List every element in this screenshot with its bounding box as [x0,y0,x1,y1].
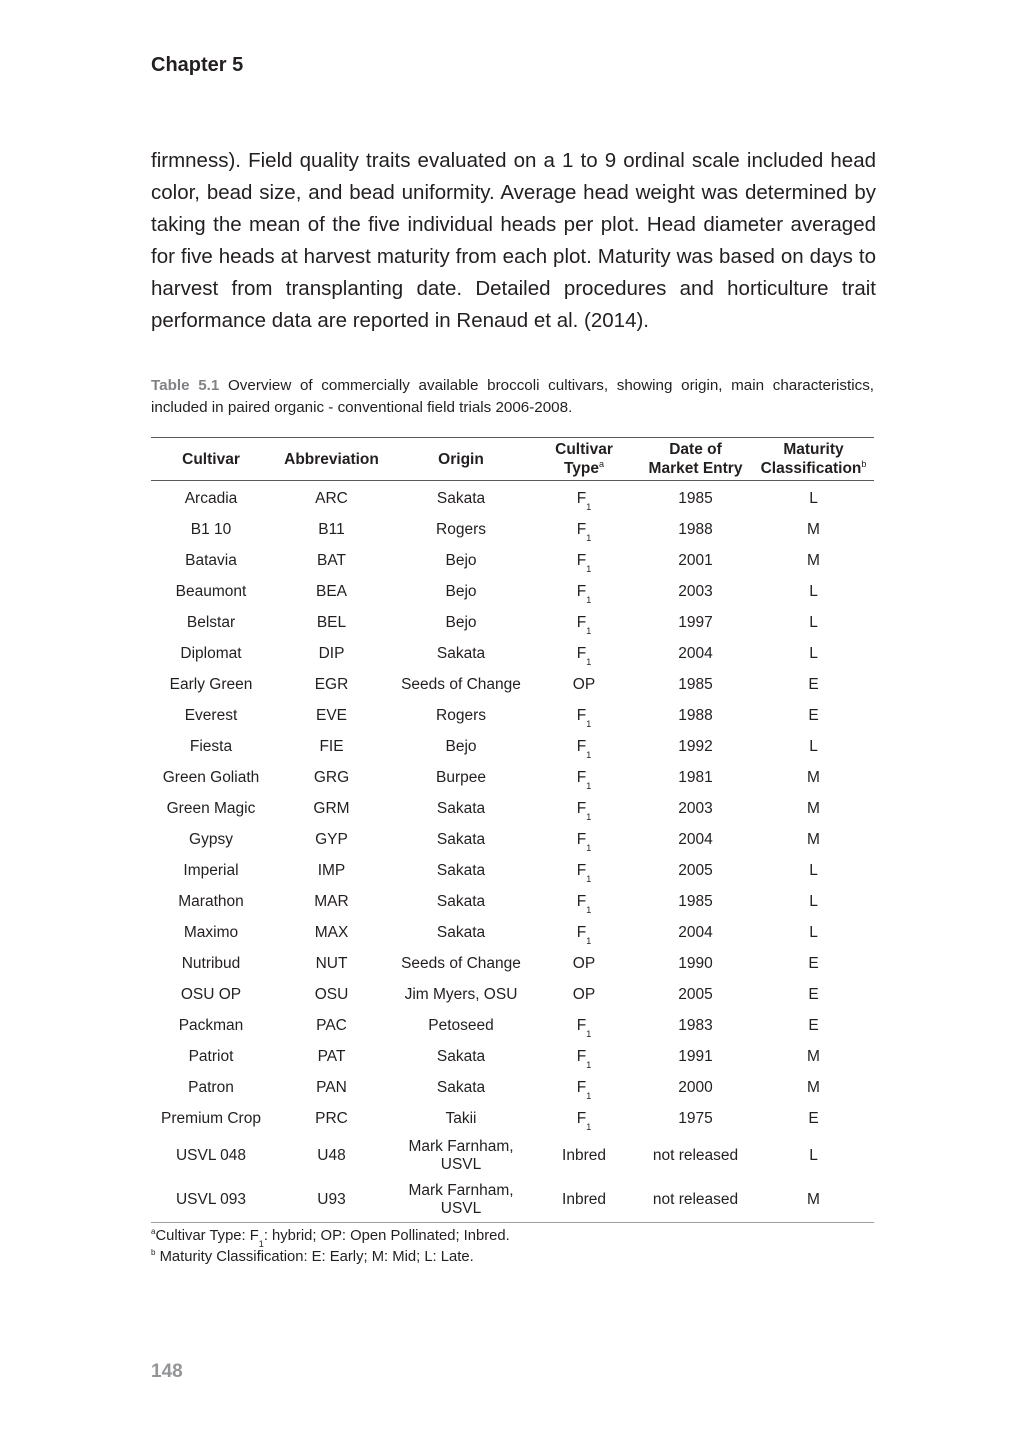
cell-type-text: F [576,830,587,848]
cell-cultivar: B1 10 [190,520,232,538]
footnote-a-post: : hybrid; OP: Open Pollinated; Inbred. [263,1228,510,1244]
chapter-heading: Chapter 5 [151,54,244,76]
cell-type-text: OP [572,675,596,693]
cell-abbreviation: GRM [313,799,350,817]
footnote-marker-b: b [861,458,867,469]
cell-market-entry: 2004 [678,644,713,662]
footnote-a-pre: Cultivar Type: F [155,1228,259,1244]
cell-type-subscript: 1 [586,1121,592,1132]
cell-origin-line1: Mark Farnham, [408,1138,514,1155]
table-row [151,514,874,545]
cell-abbreviation: U93 [271,1178,392,1223]
footnote-b [151,1247,510,1268]
table-row [151,638,874,669]
cell-cultivar: Beaumont [175,582,247,600]
footnote-a-sub: 1 [258,1238,264,1249]
cell-abbreviation: B11 [318,520,345,538]
cell-market-entry: 2001 [678,551,713,569]
cell-maturity: L [809,613,818,631]
cell-maturity: L [809,923,818,941]
table-row [151,886,874,917]
cell-type-subscript: 1 [586,842,592,853]
col-header-abbreviation: Abbreviation [271,438,392,481]
cell-abbreviation: MAR [314,892,349,910]
cell-abbreviation: MAX [314,923,349,941]
cell-origin-line1: Jim Myers, OSU [404,985,518,1003]
cell-origin-line1: Mark Farnham, [408,1182,514,1199]
cell-abbreviation: GRG [313,768,350,786]
col-header-cultivar-type [530,438,638,481]
cell-cultivar-type [530,514,638,545]
cell-origin [392,669,530,700]
cell-maturity: L [809,644,818,662]
cell-origin-line1: Sakata [436,489,486,507]
table-row [151,979,874,1010]
cell-type-text: F [576,706,587,724]
cell-type-text: Inbred [562,1147,606,1164]
cell-type-text: F [576,861,587,879]
cell-origin [392,700,530,731]
cell-origin [392,824,530,855]
table-row [151,1072,874,1103]
cell-market-entry: 1990 [678,954,713,972]
cell-origin-line2: USVL [440,1200,482,1217]
cell-maturity: E [808,706,819,724]
cell-abbreviation: BAT [317,551,346,569]
table-row [151,762,874,793]
cell-abbreviation: EGR [314,675,349,693]
cell-origin-line1: Bejo [445,737,477,755]
cell-cultivar: Fiesta [189,737,233,755]
cell-origin-line1: Rogers [436,706,486,724]
cell-cultivar: Green Goliath [162,768,260,786]
cell-cultivar: Maximo [183,923,239,941]
cell-market-entry: 1985 [678,489,713,507]
cell-cultivar: USVL 048 [175,1147,247,1164]
cell-abbreviation: OSU [314,985,349,1003]
cell-cultivar-type [530,545,638,576]
table-caption-label: Table 5.1 [151,377,220,394]
cell-maturity: L [809,861,818,879]
cell-type-subscript: 1 [586,532,592,543]
cell-origin [392,576,530,607]
cell-market-entry: 1985 [678,675,713,693]
cell-cultivar: Belstar [186,613,236,631]
cell-maturity: M [807,1047,820,1065]
cell-cultivar: Green Magic [166,799,256,817]
table-row [151,731,874,762]
table-row [151,1010,874,1041]
cell-origin-line1: Sakata [436,923,486,941]
table-row [151,1041,874,1072]
cell-market-entry: not released [652,1147,739,1164]
cell-market-entry: 2004 [678,923,713,941]
table-row [151,700,874,731]
footnote-a [151,1226,510,1247]
cell-maturity: L [809,582,818,600]
cell-type-subscript: 1 [586,1028,592,1039]
cell-cultivar: Imperial [183,861,239,879]
cell-cultivar: Gypsy [189,830,233,848]
cell-type-subscript: 1 [586,1090,592,1101]
cell-origin-line1: Sakata [436,1047,486,1065]
table-caption-text: Overview of commercially available broccoli cultivars, showing origin, main characteristics, included in paired organic - conventional field trials 2006-2008. [151,377,875,416]
cell-cultivar: Batavia [185,551,237,569]
cell-cultivar-type [530,576,638,607]
cell-origin-line1: Sakata [436,830,486,848]
cell-type-subscript: 1 [586,749,592,760]
table-row [151,1103,874,1134]
cell-cultivar-type [530,1178,638,1223]
cell-abbreviation: NUT [315,954,348,972]
col-header-market-entry [638,438,753,481]
cell-maturity: M [807,551,820,569]
table-row [151,948,874,979]
cell-type-subscript: 1 [586,501,592,512]
cell-abbreviation: ARC [315,489,348,507]
cell-cultivar: Marathon [178,892,244,910]
cell-type-text: F [576,799,587,817]
col-header-maturity-line1: Maturity [783,441,844,458]
cell-cultivar: Diplomat [180,644,242,662]
cell-cultivar: Packman [178,1016,244,1034]
cell-type-subscript: 1 [586,625,592,636]
cell-maturity: E [808,954,819,972]
cell-market-entry: 2003 [678,582,713,600]
table-row [151,607,874,638]
cell-abbreviation: EVE [315,706,347,724]
cell-cultivar-type [530,700,638,731]
cell-origin-line1: Sakata [436,799,486,817]
cell-market-entry: 1991 [678,1047,713,1065]
cell-origin [392,1178,530,1223]
cell-abbreviation: PAN [316,1078,347,1096]
cell-origin-line1: Seeds of Change [401,954,521,972]
cell-cultivar-type [530,1072,638,1103]
cell-market-entry: 2005 [678,861,713,879]
table-caption [151,375,874,419]
table-row [151,917,874,948]
table-row [151,669,874,700]
table-row [151,824,874,855]
col-header-type-line1: Cultivar [555,441,613,458]
cell-abbreviation: PAT [317,1047,346,1065]
cell-maturity: M [753,1178,874,1223]
cell-cultivar-type [530,638,638,669]
cell-cultivar: Patriot [188,1047,234,1065]
cell-abbreviation: BEL [316,613,347,631]
cell-abbreviation: FIE [319,737,344,755]
cell-maturity: M [807,520,820,538]
cell-cultivar: Nutribud [181,954,241,972]
cell-type-text: OP [572,985,596,1003]
cell-market-entry: 1981 [678,768,713,786]
col-header-maturity-line2: Classification [760,460,862,477]
cell-cultivar-type [530,1103,638,1134]
cell-origin-line1: Burpee [436,768,486,786]
cell-origin [392,514,530,545]
cell-abbreviation: PAC [316,1016,347,1034]
cell-type-text: F [576,1047,587,1065]
col-header-type-line2: Type [563,460,599,477]
cell-maturity: M [807,1078,820,1096]
cell-cultivar: Arcadia [184,489,238,507]
cultivar-table [151,437,874,1223]
cell-type-subscript: 1 [586,935,592,946]
table-row [151,855,874,886]
cell-cultivar-type [530,607,638,638]
cell-maturity: L [809,892,818,910]
table-body [151,481,874,1223]
cell-origin [392,855,530,886]
cell-origin [392,1041,530,1072]
cell-cultivar-type [530,948,638,979]
cell-maturity: E [808,985,819,1003]
table-row [151,793,874,824]
cell-type-subscript: 1 [586,811,592,822]
cell-type-subscript: 1 [586,718,592,729]
cell-cultivar-type [530,731,638,762]
cell-market-entry: 2003 [678,799,713,817]
cell-cultivar-type [530,979,638,1010]
col-header-date-line1: Date of [669,441,722,458]
cell-abbreviation: IMP [317,861,346,879]
col-header-maturity [753,438,874,481]
cell-maturity: E [808,675,819,693]
cell-origin [392,731,530,762]
cell-maturity: M [807,799,820,817]
cell-market-entry: 1997 [678,613,713,631]
cell-origin [392,917,530,948]
cell-abbreviation: U48 [317,1147,346,1164]
cell-cultivar-type [530,1134,638,1178]
cell-abbreviation: GYP [315,830,348,848]
cell-cultivar-type [530,917,638,948]
cell-origin-line1: Sakata [436,861,486,879]
cell-maturity: L [809,1147,818,1164]
cell-origin-line1: Bejo [445,613,477,631]
cell-origin-line1: Petoseed [428,1016,494,1034]
cell-origin-line1: Bejo [445,582,477,600]
cell-market-entry: 1992 [678,737,713,755]
cell-abbreviation: BEA [315,582,347,600]
cell-type-text: F [576,892,587,910]
footnote-b-text: Maturity Classification: E: Early; M: Mid; L: Late. [155,1249,474,1265]
cell-maturity: E [808,1016,819,1034]
cell-origin-line1: Seeds of Change [401,675,521,693]
cell-origin [392,1010,530,1041]
cell-maturity: L [809,737,818,755]
cell-origin-line1: Sakata [436,644,486,662]
cell-cultivar: USVL 093 [151,1178,271,1223]
cell-origin-line1: Sakata [436,892,486,910]
cell-type-text: F [576,489,587,507]
cell-type-subscript: 1 [586,780,592,791]
cell-type-text: F [576,520,587,538]
cell-cultivar-type [530,855,638,886]
cell-origin-line1: Bejo [445,551,477,569]
cell-abbreviation: PRC [315,1109,348,1127]
cell-origin [392,1072,530,1103]
cell-type-text: F [576,923,587,941]
cell-maturity: M [807,768,820,786]
cell-origin-line1: Takii [445,1109,477,1127]
cell-origin [392,545,530,576]
cell-origin-line1: Sakata [436,1078,486,1096]
cell-cultivar: Premium Crop [161,1109,261,1127]
cell-type-text: F [576,737,587,755]
cell-type-text: F [576,551,587,569]
cell-cultivar-type [530,886,638,917]
cell-type-text: OP [572,954,596,972]
cell-cultivar-type [530,669,638,700]
cell-type-text: F [576,1016,587,1034]
table-header-row [151,438,874,481]
cell-cultivar: OSU OP [180,985,242,1003]
cell-type-text: F [576,1109,587,1127]
cell-maturity: E [808,1109,819,1127]
cell-type-text: F [576,644,587,662]
cell-cultivar-type [530,1010,638,1041]
cell-origin-line2: USVL [440,1156,482,1173]
cell-market-entry: 1988 [678,706,713,724]
cell-cultivar-type [530,762,638,793]
cell-type-text: Inbred [562,1191,606,1208]
col-header-origin: Origin [392,438,530,481]
cell-maturity: M [807,830,820,848]
cell-market-entry: 2000 [678,1078,713,1096]
cell-origin [392,638,530,669]
cell-type-text: F [576,613,587,631]
cell-cultivar: Patron [188,1078,234,1096]
cell-market-entry: 1983 [678,1016,713,1034]
cell-origin [392,1134,530,1178]
table-row [151,1134,874,1178]
cell-cultivar: Everest [184,706,238,724]
cell-origin [392,948,530,979]
table-footnotes [151,1226,510,1268]
footnote-a-mark: a [151,1227,156,1237]
cell-market-entry: 2005 [678,985,713,1003]
cell-market-entry: 1988 [678,520,713,538]
page-number: 148 [151,1361,183,1382]
body-paragraph: firmness). Field quality traits evaluated on a 1 to 9 ordinal scale included head color, bead size, and bead uniformity. Average head weight was determined by taking the mean of the five individual heads per plot. Head diameter averaged for five heads at harvest maturity from each plot. Maturity was based on days to harvest from transplanting date. Detailed procedures and horticulture trait performance data are reported in Renaud et al. (2014). [151,149,876,332]
cell-type-subscript: 1 [586,873,592,884]
cell-market-entry: 1985 [678,892,713,910]
cell-cultivar: Early Green [169,675,253,693]
cell-type-text: F [576,768,587,786]
table-row [151,576,874,607]
cell-cultivar-type [530,824,638,855]
col-header-date-line2: Market Entry [648,460,743,477]
cell-origin [392,1103,530,1134]
cell-type-subscript: 1 [586,563,592,574]
cell-origin [392,607,530,638]
cell-type-subscript: 1 [586,1059,592,1070]
cell-type-subscript: 1 [586,656,592,667]
table-row [151,545,874,576]
cell-origin [392,979,530,1010]
cell-market-entry: not released [638,1178,753,1223]
cell-origin-line1: Rogers [436,520,486,538]
table-row [151,481,874,515]
cell-abbreviation: DIP [318,644,345,662]
cell-type-subscript: 1 [586,594,592,605]
cell-origin [392,793,530,824]
cell-type-text: F [576,1078,587,1096]
cell-market-entry: 1975 [678,1109,713,1127]
cell-type-subscript: 1 [586,904,592,915]
col-header-cultivar: Cultivar [151,438,271,481]
cell-cultivar-type [530,481,638,515]
cell-origin [392,481,530,515]
footnote-marker-a: a [599,458,605,469]
cell-type-text: F [576,582,587,600]
cell-origin [392,886,530,917]
cell-maturity: L [809,489,818,507]
cell-market-entry: 2004 [678,830,713,848]
footnote-b-mark: b [151,1248,156,1258]
cell-cultivar-type [530,793,638,824]
cell-origin [392,762,530,793]
cell-cultivar-type [530,1041,638,1072]
table-row [151,1178,874,1223]
